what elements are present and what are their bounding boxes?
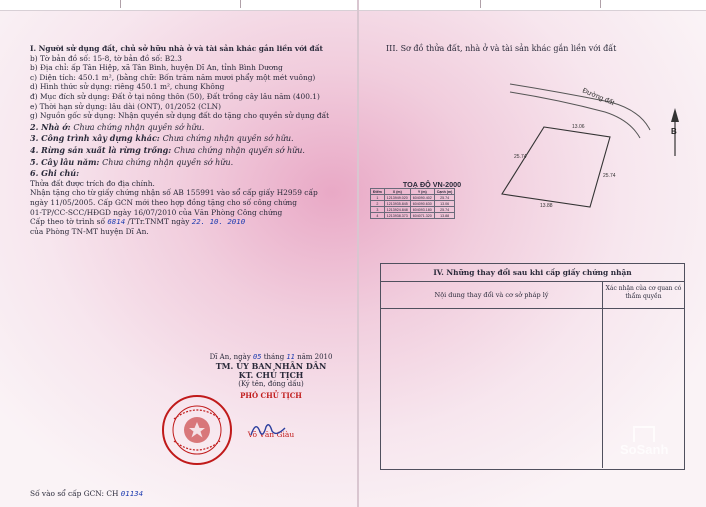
- note-line: của Phòng TN-MT huyện Dĩ An.: [30, 226, 149, 236]
- edge-length: 25.74: [514, 154, 527, 160]
- coordinate-table: [370, 188, 455, 219]
- section-label: 3. Công trình xây dựng khác:: [30, 134, 160, 144]
- cell: 1213938.373: [384, 213, 410, 219]
- tt-text: /TTr.TNMT ngày: [127, 217, 190, 227]
- info-line: b) Địa chỉ: ấp Tân Hiệp, xã Tân Bình, huyện Dĩ An, tỉnh Bình Dương: [30, 63, 283, 73]
- cell: 4: [371, 213, 385, 219]
- tick-mark: [240, 0, 241, 8]
- column-divider: [602, 308, 603, 468]
- handwritten-month: 11: [286, 353, 295, 361]
- handwritten-date: 22. 10. 2010: [191, 217, 246, 227]
- vice-chairman-title: PHÓ CHỦ TỊCH: [240, 391, 302, 400]
- note-line: Nhận tặng cho từ giấy chứng nhận số AB 155991 vào sổ cấp giấy H2959 cấp: [30, 188, 318, 198]
- section-perennial: [30, 158, 350, 168]
- date-prefix: Dĩ An, ngày: [209, 353, 251, 361]
- tick-mark: [600, 0, 601, 8]
- col-header: Y (m): [410, 189, 434, 195]
- cell: 1213924.848: [384, 207, 410, 213]
- edge-length: 13.88: [540, 203, 553, 209]
- cell: 1213935.845: [384, 201, 410, 207]
- red-seal-stamp: [160, 393, 234, 467]
- cell: 1213949.020: [384, 195, 410, 201]
- role-title: KT. CHỦ TỊCH: [238, 370, 304, 380]
- info-line: đ) Mục đích sử dụng: Đất ở tại nông thôn (50), Đất trồng cây lâu năm (400.1): [30, 91, 320, 101]
- registry-number: [30, 489, 143, 498]
- cell: 25.74: [434, 207, 455, 213]
- cell: 604071.320: [410, 213, 434, 219]
- section1-header: I. Người sử dụng đất, chủ sở hữu nhà ở và tài sản khác gắn liền với đất: [30, 44, 323, 53]
- section-value: Chưa chứng nhận quyền sở hữu.: [102, 157, 234, 167]
- tick-mark: [480, 0, 481, 8]
- info-line: e) Thời hạn sử dụng: lâu dài (ONT), 01/2052 (CLN): [30, 101, 221, 111]
- section4-title: IV. Những thay đổi sau khi cấp giấy chứng nhận: [381, 264, 684, 282]
- changes-header-row: [381, 282, 684, 309]
- section-notes: [30, 169, 350, 179]
- section-label: 2. Nhà ở:: [30, 122, 71, 132]
- handwritten-day: 05: [253, 353, 262, 361]
- col1-header: Nội dung thay đổi và cơ sở pháp lý: [381, 282, 603, 308]
- cell: 3: [371, 207, 385, 213]
- section-value: Chưa chứng nhận quyền sở hữu.: [173, 145, 305, 155]
- date-year: năm 2010: [297, 353, 333, 361]
- edge-length: 13.06: [572, 124, 585, 130]
- cell: 604090.630: [410, 201, 434, 207]
- note-line: 01-TP/CC-SCC/HĐGD ngày 16/07/2010 của Văn Phòng Công chứng: [30, 207, 283, 217]
- section3-title: III. Sơ đồ thửa đất, nhà ở và tài sản khác gắn liền với đất: [386, 44, 617, 53]
- sign-note: (Ký tên, đóng dấu): [238, 380, 304, 388]
- cell: 25.74: [434, 195, 455, 201]
- note-line: Thửa đất được trích đo địa chính.: [30, 178, 155, 188]
- road-label: Đường đất: [581, 87, 616, 108]
- section-label: 4. Rừng sản xuất là rừng trồng:: [30, 145, 172, 155]
- table-row: [371, 213, 455, 219]
- handwritten-signature: [248, 418, 288, 440]
- cell: 604090.402: [410, 195, 434, 201]
- section-value: Chưa chứng nhận quyền sở hữu.: [162, 134, 294, 144]
- page-fold: [357, 0, 359, 507]
- note-line: ngày 11/05/2005. Cấp GCN mới theo hợp đồng tặng cho số công chứng: [30, 197, 297, 207]
- cell: 13.88: [434, 213, 455, 219]
- col-header: Điểm: [371, 189, 385, 195]
- cell: 1: [371, 195, 385, 201]
- cell: 604093.180: [410, 207, 434, 213]
- registry-value: 01134: [120, 489, 144, 498]
- info-line: d) Hình thức sử dụng: riêng 450.1 m², chung Không: [30, 82, 225, 92]
- org-title: TM. ỦY BAN NHÂN DÂN: [215, 361, 327, 371]
- note-text: Cấp theo tờ trình số: [30, 217, 105, 227]
- info-line: b) Tờ bản đồ số: 15-8, tờ bản đồ số: B2.3: [30, 53, 182, 63]
- north-label: B: [671, 127, 677, 136]
- section-house: [30, 123, 350, 133]
- edge-length: 25.74: [603, 173, 616, 179]
- col2-header: Xác nhận của cơ quan có thẩm quyền: [605, 285, 682, 300]
- registry-label: Số vào sổ cấp GCN: CH: [30, 489, 119, 498]
- parcel-sketch: [490, 82, 700, 252]
- section-label: 6. Ghi chú:: [30, 169, 80, 179]
- note-line-tt: [30, 217, 350, 227]
- info-line: c) Diện tích: 450.1 m², (bằng chữ: Bốn trăm năm mươi phẩy một mét vuông): [30, 72, 316, 82]
- cell: 13.06: [434, 201, 455, 207]
- col-header: X (m): [384, 189, 410, 195]
- section-forest: [30, 146, 350, 156]
- tick-mark: [120, 0, 121, 8]
- land-info-block: [30, 44, 350, 236]
- section-construction: [30, 134, 350, 144]
- section-label: 5. Cây lâu năm:: [30, 157, 100, 167]
- col-header: Cạnh (m): [434, 189, 455, 195]
- signer-name: Võ Văn Giàu: [247, 430, 295, 439]
- coord-title: TOẠ ĐỘ VN-2000: [402, 180, 462, 189]
- info-line: g) Nguồn gốc sử dụng: Nhận quyền sử dụng đất do tặng cho quyền sử dụng đất: [30, 111, 330, 121]
- watermark: SoSanh: [620, 442, 669, 457]
- north-arrow-icon: [671, 108, 679, 156]
- date-month-label: tháng: [263, 353, 285, 361]
- cell: 2: [371, 201, 385, 207]
- section-value: Chưa chứng nhận quyền sở hữu.: [73, 122, 205, 132]
- watermark-house-icon: [633, 426, 655, 442]
- handwritten-number: 6814: [107, 217, 126, 227]
